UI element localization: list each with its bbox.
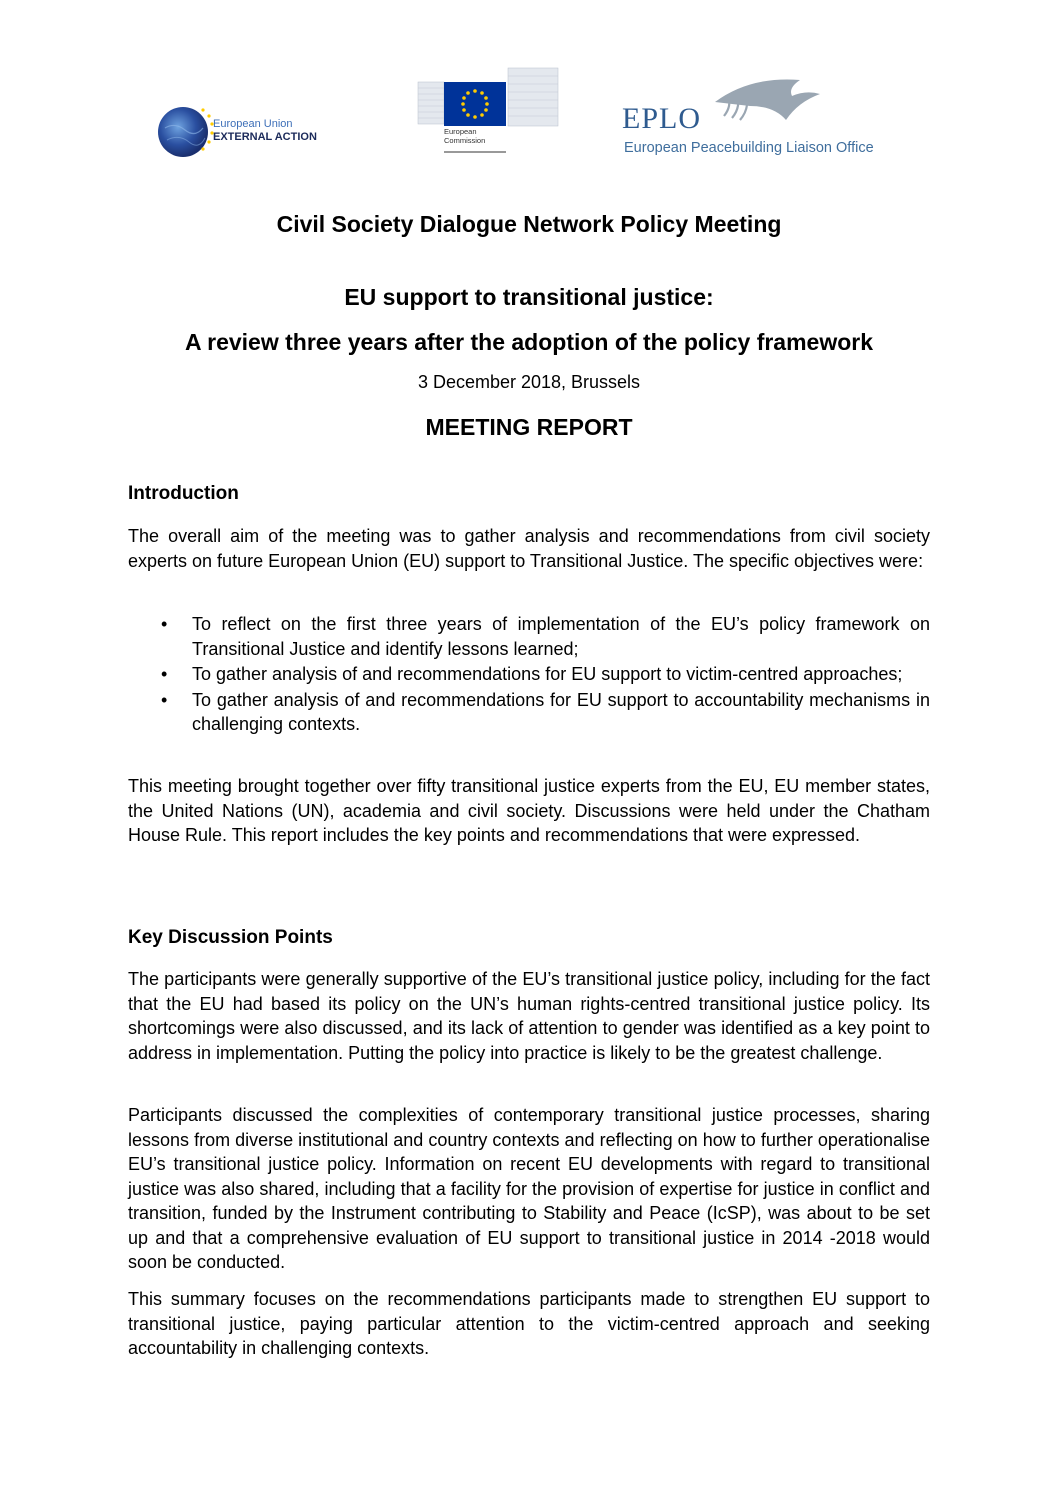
key-points-paragraph-1: The participants were generally supportive of the EU’s transitional justice policy, including for the fact that the EU had based its policy on the UN’s human rights-centred transitional justice policy. Its shortcomings were also discussed, and its lack of attention to gender was identified as a key point to address in implementation. Putting the policy into practice is likely to be the greatest challenge. bbox=[128, 969, 930, 1063]
ec-logo-line2: Commission bbox=[444, 135, 486, 145]
eu-globe-icon bbox=[155, 102, 215, 162]
eu-external-action-logo bbox=[155, 102, 375, 162]
eplo-wordmark: EPLO bbox=[622, 102, 701, 135]
report-label: MEETING REPORT bbox=[425, 414, 633, 440]
objective-item bbox=[128, 612, 930, 661]
bullet-icon: • bbox=[161, 614, 168, 634]
key-points-heading: Key Discussion Points bbox=[128, 927, 333, 948]
bullet-icon: • bbox=[161, 689, 168, 710]
introduction-heading: Introduction bbox=[128, 483, 239, 504]
commission-building-icon bbox=[416, 64, 561, 159]
objective-text: To gather analysis of and recommendations for EU support to accountability mechanisms in challenging contexts. bbox=[192, 689, 930, 734]
objective-text: To gather analysis of and recommendations for EU support to victim-centred approaches; bbox=[192, 664, 903, 684]
document-subtitle-1: EU support to transitional justice: bbox=[344, 284, 714, 310]
bullet-icon: • bbox=[161, 664, 168, 684]
eeas-logo-line1: European Union bbox=[213, 118, 293, 130]
eeas-logo-line2: EXTERNAL ACTION bbox=[213, 131, 317, 143]
key-points-paragraph-2: Participants discussed the complexities of contemporary transitional justice processes, sharing lessons from diverse institutional and country contexts and reflecting on how to further operationalise EU’s transitional justice policy. Information on recent EU developments with regard to transitional justice was also shared, including that a facility for the provision of expertise for justice in conflict and transition, funded by the Instrument contributing to Stability and Peace (IcSP), was about to be set up and that a comprehensive evaluation of EU support to transitional justice in 2014 -2018 would soon be conducted. bbox=[128, 1105, 930, 1272]
key-points-paragraph-3: This summary focuses on the recommendations participants made to strengthen EU support to transitional justice, paying particular attention to the victim-centred approach and seeking accountability in challenging contexts. bbox=[128, 1289, 930, 1358]
european-commission-logo bbox=[416, 64, 561, 159]
eplo-logo bbox=[620, 76, 910, 166]
introduction-paragraph-1: The overall aim of the meeting was to gather analysis and recommendations from civil society experts on future European Union (EU) support to Transitional Justice. The specific objectives were: bbox=[128, 526, 930, 571]
eplo-subtitle: European Peacebuilding Liaison Office bbox=[624, 140, 874, 156]
objective-item bbox=[128, 662, 930, 687]
document-title: Civil Society Dialogue Network Policy Meeting bbox=[276, 211, 782, 237]
objectives-list bbox=[128, 612, 930, 738]
ec-logo-line1: European bbox=[444, 127, 477, 136]
document-subtitle-2: A review three years after the adoption of the policy framework bbox=[184, 329, 874, 355]
objective-text: To reflect on the first three years of implementation of the EU’s policy framework on Transitional Justice and identify lessons learned; bbox=[192, 614, 930, 659]
introduction-paragraph-2: This meeting brought together over fifty transitional justice experts from the EU, EU member states, the United Nations (UN), academia and civil society. Discussions were held under the Chatham House Rule. This report includes the key points and recommendations that were expressed. bbox=[128, 776, 930, 845]
logo-row bbox=[150, 60, 910, 170]
objective-item bbox=[128, 688, 930, 737]
meeting-date-place: 3 December 2018, Brussels bbox=[417, 372, 641, 392]
